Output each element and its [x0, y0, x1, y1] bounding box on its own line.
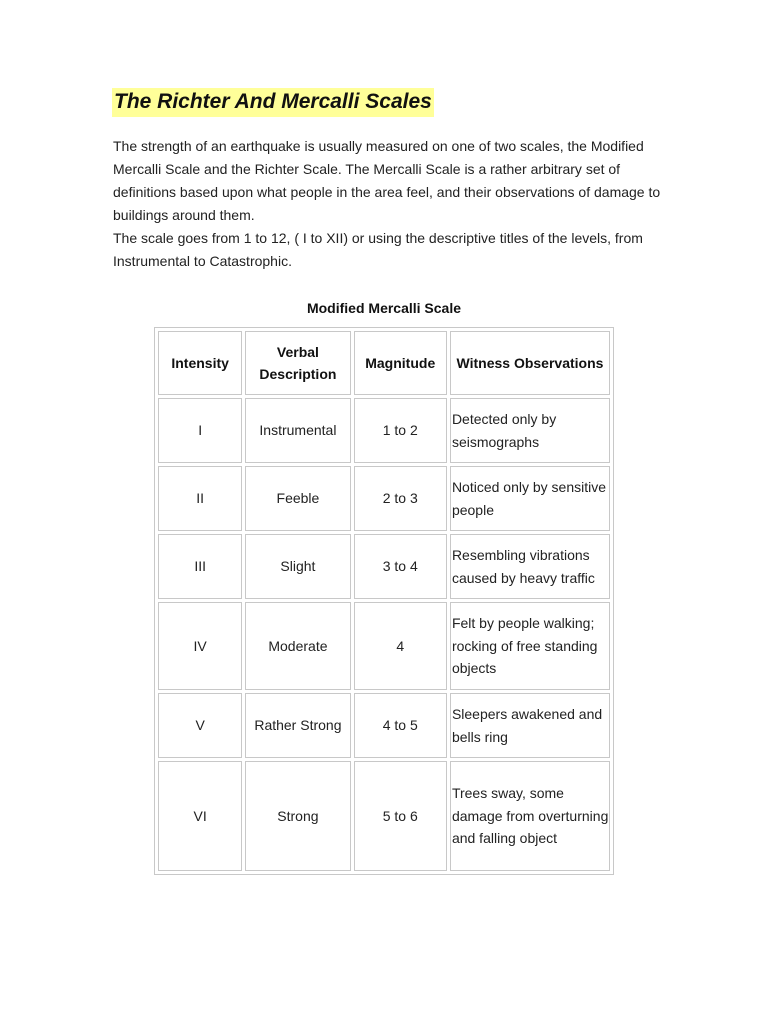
table-row — [158, 534, 610, 599]
cell-magnitude: 5 to 6 — [354, 761, 447, 871]
table-row — [158, 693, 610, 758]
header-witness-observations: Witness Observations — [450, 331, 610, 395]
cell-witness-observation: Detected only by seismographs — [450, 398, 610, 463]
cell-intensity: V — [158, 693, 242, 758]
header-intensity: Intensity — [158, 331, 242, 395]
cell-verbal-description: Rather Strong — [245, 693, 350, 758]
cell-magnitude: 1 to 2 — [354, 398, 447, 463]
table-row — [158, 466, 610, 531]
cell-magnitude: 3 to 4 — [354, 534, 447, 599]
cell-verbal-description: Instrumental — [245, 398, 350, 463]
page-title: The Richter And Mercalli Scales — [112, 88, 434, 117]
cell-witness-observation: Noticed only by sensitive people — [450, 466, 610, 531]
cell-witness-observation: Trees sway, some damage from overturning and falling object — [450, 761, 610, 871]
cell-intensity: I — [158, 398, 242, 463]
cell-intensity: III — [158, 534, 242, 599]
header-magnitude: Magnitude — [354, 331, 447, 395]
cell-witness-observation: Resembling vibrations caused by heavy traffic — [450, 534, 610, 599]
cell-intensity: II — [158, 466, 242, 531]
cell-magnitude: 4 to 5 — [354, 693, 447, 758]
title-container — [112, 88, 434, 117]
cell-intensity: VI — [158, 761, 242, 871]
cell-magnitude: 4 — [354, 602, 447, 690]
intro-paragraph-2: The scale goes from 1 to 12, ( I to XII) or using the descriptive titles of the levels, from Instrumental to Catastrophic. — [113, 230, 643, 269]
cell-verbal-description: Moderate — [245, 602, 350, 690]
table-row — [158, 761, 610, 871]
cell-magnitude: 2 to 3 — [354, 466, 447, 531]
table-row — [158, 602, 610, 690]
intro-paragraph-1: The strength of an earthquake is usually measured on one of two scales, the Modified Mercalli Scale and the Richter Scale. The Mercalli Scale is a rather arbitrary set of definitions based upon what people in the area feel, and their observations of damage to buildings around them. — [113, 138, 661, 223]
intro-text — [113, 135, 673, 273]
table-caption: Modified Mercalli Scale — [306, 300, 462, 316]
cell-verbal-description: Feeble — [245, 466, 350, 531]
header-verbal-description: Verbal Description — [245, 331, 350, 395]
cell-verbal-description: Strong — [245, 761, 350, 871]
mercalli-scale-table — [154, 327, 614, 875]
cell-witness-observation: Felt by people walking; rocking of free standing objects — [450, 602, 610, 690]
table-row — [158, 398, 610, 463]
cell-intensity: IV — [158, 602, 242, 690]
cell-witness-observation: Sleepers awakened and bells ring — [450, 693, 610, 758]
table-header-row — [158, 331, 610, 395]
cell-verbal-description: Slight — [245, 534, 350, 599]
